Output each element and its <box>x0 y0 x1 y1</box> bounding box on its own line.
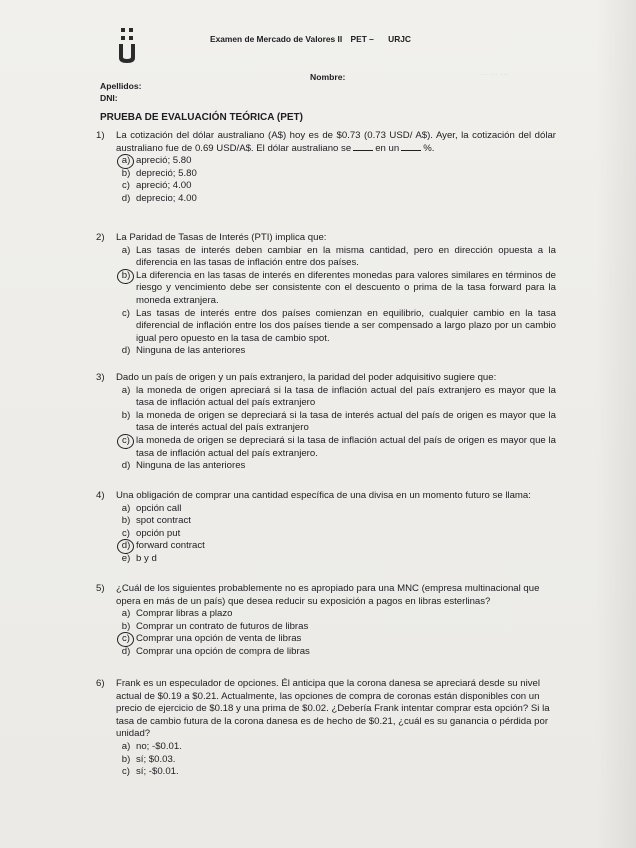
stem-part: %. <box>423 142 435 154</box>
exam-header <box>210 34 417 44</box>
option-letter: a) <box>121 244 131 256</box>
bleed-through-text: ··· ··· ··· <box>480 70 509 79</box>
answer-option <box>116 270 556 308</box>
option-letter: a) <box>116 155 136 168</box>
options-list <box>116 608 556 658</box>
answer-option <box>116 528 556 541</box>
answer-option <box>116 754 556 767</box>
answer-option <box>116 435 556 460</box>
option-text: Comprar libras a plazo <box>136 608 233 620</box>
answer-option <box>116 608 556 621</box>
answer-option <box>116 460 556 473</box>
question-stem: Una obligación de comprar una cantidad específica de una divisa en un momento futuro se llama: <box>116 490 531 501</box>
question-number: 6) <box>96 678 105 689</box>
answer-option <box>116 155 556 168</box>
option-letter: d) <box>121 345 131 357</box>
answer-option <box>116 621 556 634</box>
option-text: sí; -$0.01. <box>136 766 179 778</box>
option-text: no; -$0.01. <box>136 740 182 752</box>
option-text: apreció; 4.00 <box>136 180 192 192</box>
exam-title: Examen de Mercado de Valores II <box>210 34 343 44</box>
question-number: 4) <box>96 490 105 501</box>
question-3 <box>96 372 556 473</box>
answer-option <box>116 308 556 346</box>
question-stem: Dado un país de origen y un país extranjero, la paridad del poder adquisitivo sugiere que: <box>116 372 497 383</box>
option-text: Las tasas de interés deben cambiar en la misma cantidad, pero en dirección opuesta a la diferencia en las tasas de inflación entre dos países. <box>136 244 556 269</box>
page-shadow <box>596 0 636 848</box>
option-text: forward contract <box>136 540 205 552</box>
nombre-label: Nombre: <box>310 72 346 82</box>
option-letter: d) <box>116 540 136 553</box>
option-text: Comprar una opción de venta de libras <box>136 633 302 645</box>
exam-code: PET – <box>350 34 374 44</box>
question-4 <box>96 490 556 566</box>
question-2 <box>96 232 556 358</box>
option-letter: b) <box>121 515 131 527</box>
option-text: Las tasas de interés entre dos países comienzan en equilibrio, cualquier cambio en la tasa diferencial de inflación entre los dos países tiende a ser compensado a largo plazo por un cambio igual pero opuesto en la tasa de cambio spot. <box>136 307 556 344</box>
dni-label: DNI: <box>100 93 118 103</box>
option-text: la moneda de origen se depreciará si la tasa de inflación actual del país de origen es mayor que la tasa de inflación actual del país extranjero. <box>136 434 556 459</box>
option-letter: b) <box>121 409 131 421</box>
question-stem: La Paridad de Tasas de Interés (PTI) implica que: <box>116 232 327 243</box>
answer-option <box>116 385 556 410</box>
option-text: la moneda de origen se depreciará si la tasa de interés actual del país de origen es mayor que la tasa de interés actual del país extranjero <box>136 409 556 434</box>
option-letter: c) <box>122 307 130 319</box>
answer-option <box>116 646 556 659</box>
option-text: La diferencia en las tasas de interés en diferentes monedas para valores similares en términos de riesgo y vencimiento debe ser consistente con el descuento o prima de la tasa forward para la moneda extranjera. <box>136 269 556 306</box>
option-text: Ninguna de las anteriores <box>136 345 246 357</box>
answer-blank <box>401 150 421 151</box>
question-stem <box>116 130 556 155</box>
option-text: b y d <box>136 552 157 564</box>
option-letter: e) <box>121 552 131 564</box>
option-letter: d) <box>121 192 131 204</box>
question-number: 1) <box>96 130 105 141</box>
option-text: opción put <box>136 527 181 539</box>
option-letter: b) <box>121 753 131 765</box>
option-letter: b) <box>116 270 136 308</box>
section-title: PRUEBA DE EVALUACIÓN TEÓRICA (PET) <box>100 112 303 123</box>
option-text: opción call <box>136 502 182 514</box>
answer-blank <box>353 150 373 151</box>
answer-option <box>116 515 556 528</box>
option-text: Comprar un contrato de futuros de libras <box>136 620 309 632</box>
answer-option <box>116 245 556 270</box>
answer-option <box>116 553 556 566</box>
options-list <box>116 741 556 779</box>
option-text: apreció; 5.80 <box>136 155 192 167</box>
option-letter: d) <box>121 460 131 472</box>
option-text: la moneda de origen apreciará si la tasa de inflación actual del país extranjero es mayor que la tasa de inflación actual del país extranjero <box>136 384 556 409</box>
question-stem: ¿Cuál de los siguientes probablemente no es apropiado para una MNC (empresa multinacional que opera en más de un país) que desea reducir su exposición a pagos en libras esterlinas? <box>116 583 540 607</box>
options-list <box>116 503 556 566</box>
option-letter: c) <box>122 766 130 778</box>
apellidos-label: Apellidos: <box>100 81 142 91</box>
answer-option <box>116 766 556 779</box>
stem-part: La cotización del dólar australiano (A$) hoy es de $0.73 (0.73 USD/ A$). Ayer, la cotización del dólar australiano fue de 0.69 USD/A$. El dólar australiano se <box>116 130 556 154</box>
question-number: 5) <box>96 583 105 594</box>
option-letter: a) <box>121 502 131 514</box>
option-letter: b) <box>121 620 131 632</box>
selected-answer-circle-icon <box>117 269 134 284</box>
option-text: sí; $0.03. <box>136 753 176 765</box>
question-6 <box>96 678 556 779</box>
university-logo-icon <box>112 26 142 66</box>
option-letter: a) <box>121 384 131 396</box>
stem-part: en un <box>375 142 400 154</box>
answer-option <box>116 503 556 516</box>
university-name: URJC <box>388 34 411 44</box>
option-letter: c) <box>122 527 130 539</box>
option-letter: a) <box>121 740 131 752</box>
options-list <box>116 385 556 473</box>
option-letter: c) <box>116 633 136 646</box>
answer-option <box>116 633 556 646</box>
question-5 <box>96 583 556 659</box>
option-letter: c) <box>122 180 130 192</box>
option-text: Comprar una opción de compra de libras <box>136 645 310 657</box>
option-text: Ninguna de las anteriores <box>136 460 246 472</box>
option-letter: c) <box>116 435 136 460</box>
options-list <box>116 245 556 358</box>
answer-option <box>116 180 556 193</box>
question-1 <box>96 130 556 206</box>
question-number: 3) <box>96 372 105 383</box>
options-list <box>116 155 556 205</box>
question-number: 2) <box>96 232 105 243</box>
answer-option <box>116 410 556 435</box>
option-text: depreció; 5.80 <box>136 167 197 179</box>
answer-option <box>116 193 556 206</box>
answer-option <box>116 741 556 754</box>
answer-option <box>116 540 556 553</box>
option-text: deprecio; 4.00 <box>136 192 197 204</box>
answer-option <box>116 168 556 181</box>
option-letter: a) <box>121 608 131 620</box>
question-stem: Frank es un especulador de opciones. Él anticipa que la corona danesa se apreciará desde su nivel actual de $0.19 a $0.21. Actualmente, las opciones de compra de coronas están disponibles con un precio de ejercicio de $0.18 y una prima de $0.02. ¿Debería Frank intentar comprar esta opción? Si la tasa de cambio futura de la corona danesa es de hecho de $0.21, ¿cuál es su ganancia o pérdida por unidad? <box>116 678 550 740</box>
option-letter: d) <box>121 645 131 657</box>
selected-answer-circle-icon <box>117 434 134 449</box>
answer-option <box>116 345 556 358</box>
option-text: spot contract <box>136 515 191 527</box>
option-letter: b) <box>121 167 131 179</box>
